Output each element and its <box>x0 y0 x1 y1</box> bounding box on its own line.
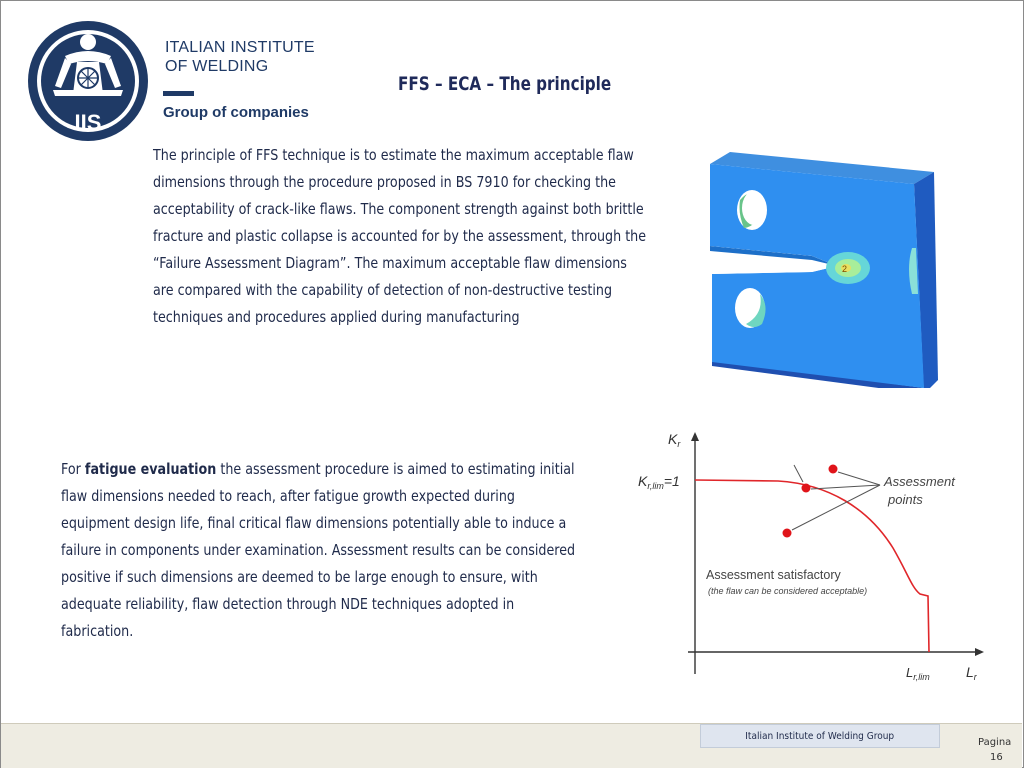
kr-lim-label: $K_{r,lim}=1$ <box>638 473 680 491</box>
y-axis-label: $K_r$ <box>668 431 681 449</box>
organization-name <box>165 38 315 76</box>
fatigue-paragraph <box>61 456 586 645</box>
iis-logo <box>25 18 151 144</box>
x-axis-label: $L_r$ <box>966 664 977 682</box>
lr-lim-label: $L_{r,lim}$ <box>906 665 930 682</box>
org-tagline: Group of companies <box>163 104 309 121</box>
principle-paragraph: The principle of FFS technique is to estimate the maximum acceptable flaw dimensions through the procedure proposed in BS 7910 for checking the acceptability of crack-like flaws. The component strength against both brittle fracture and plastic collapse is accounted for by the assessment, through the “Failure Assessment Diagram”. The maximum acceptable flaw dimensions are compared with the capability of detection of non-destructive testing techniques and procedures applied during manufacturing <box>153 146 647 326</box>
fatigue-paragraph-lead: For <box>61 460 85 478</box>
assessment-point <box>802 484 811 493</box>
page-label: Pagina <box>978 737 1012 748</box>
assessment-points-label-line2: points <box>888 492 923 507</box>
slide-title: FFS – ECA – The principle <box>398 73 612 95</box>
assessment-point <box>783 529 792 538</box>
svg-text:2: 2 <box>842 264 848 274</box>
assessment-points-label-line1: Assessment <box>884 474 955 489</box>
fatigue-paragraph-body: the assessment procedure is aimed to estimating initial flaw dimensions needed to reach, after fatigue growth expected during equipment design life, final critical flaw dimensions potentially able to induce a failure in components under examination. Assessment results can be considered positive if such dimensions are deemed to be large enough to ensure, with adequate reliability, flaw detection through NDE techniques adopted in fabrication. <box>61 460 576 640</box>
satisfactory-note: (the flaw can be considered acceptable) <box>708 586 868 596</box>
logo-text: IIS <box>74 110 102 135</box>
org-name-line1: ITALIAN INSTITUTE <box>165 39 315 56</box>
satisfactory-label: Assessment satisfactory <box>706 568 841 582</box>
org-divider <box>163 91 194 96</box>
fea-specimen-image <box>702 148 942 388</box>
footer-group-text: Italian Institute of Welding Group <box>745 730 895 742</box>
assessment-point <box>829 465 838 474</box>
callout-arrows <box>792 465 880 530</box>
page-number: 16 <box>990 752 1003 763</box>
failure-assessment-diagram <box>628 428 998 690</box>
org-name-line2: OF WELDING <box>165 58 269 75</box>
fatigue-evaluation-emphasis: fatigue evaluation <box>84 460 217 478</box>
footer-group-label <box>700 724 940 748</box>
